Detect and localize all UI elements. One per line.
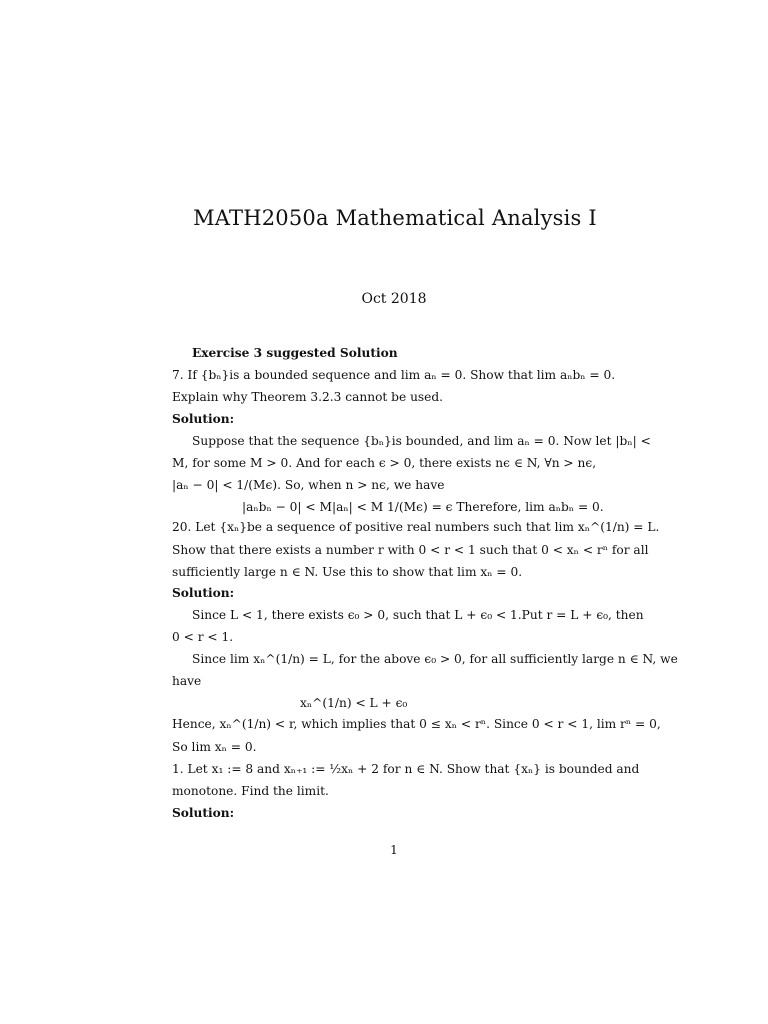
problem-20-line-2: Show that there exists a number r with 0 < r < 1 such that 0 < xₙ < rⁿ for all	[172, 543, 649, 557]
solution-20-inequality: xₙ^(1/n) < L + ϵ₀	[300, 696, 408, 710]
page-title: MATH2050a Mathematical Analysis I	[193, 206, 597, 230]
solution-label: Solution:	[172, 412, 235, 426]
problem-20-line-3: sufficiently large n ∈ N. Use this to show that lim xₙ = 0.	[172, 565, 523, 579]
document-date: Oct 2018	[361, 291, 427, 307]
solution-label: Solution:	[172, 586, 235, 600]
solution-20-line-7: So lim xₙ = 0.	[172, 740, 257, 754]
solution-7-line-2: M, for some M > 0. And for each ϵ > 0, there exists nϵ ∈ N, ∀n > nϵ,	[172, 456, 597, 470]
solution-20-line-4: have	[172, 674, 202, 688]
solution-20-line-6: Hence, xₙ^(1/n) < r, which implies that 0 ≤ xₙ < rⁿ. Since 0 < r < 1, lim rⁿ = 0,	[172, 717, 661, 731]
solution-label: Solution:	[172, 806, 235, 820]
section-heading: Exercise 3 suggested Solution	[192, 346, 398, 360]
solution-7-equation: |aₙbₙ − 0| < M|aₙ| < M 1/(Mϵ) = ϵ Therefore, lim aₙbₙ = 0.	[242, 500, 604, 514]
problem-20-line-1: 20. Let {xₙ}be a sequence of positive real numbers such that lim xₙ^(1/n) = L.	[172, 520, 660, 534]
problem-1-line-1: 1. Let x₁ := 8 and xₙ₊₁ := ½xₙ + 2 for n ∈ N. Show that {xₙ} is bounded and	[172, 762, 640, 776]
solution-7-line-1: Suppose that the sequence {bₙ}is bounded, and lim aₙ = 0. Now let |bₙ| <	[192, 434, 651, 448]
problem-1-line-2: monotone. Find the limit.	[172, 784, 329, 798]
page-number: 1	[390, 843, 398, 857]
problem-7-line-1: 7. If {bₙ}is a bounded sequence and lim aₙ = 0. Show that lim aₙbₙ = 0.	[172, 368, 616, 382]
solution-20-line-3: Since lim xₙ^(1/n) = L, for the above ϵ₀ > 0, for all sufficiently large n ∈ N, we	[192, 652, 678, 666]
solution-20-line-2: 0 < r < 1.	[172, 630, 234, 644]
solution-7-line-3: |aₙ − 0| < 1/(Mϵ). So, when n > nϵ, we have	[172, 478, 445, 492]
solution-20-line-1: Since L < 1, there exists ϵ₀ > 0, such that L + ϵ₀ < 1.Put r = L + ϵ₀, then	[192, 608, 644, 622]
problem-7-line-2: Explain why Theorem 3.2.3 cannot be used.	[172, 390, 444, 404]
